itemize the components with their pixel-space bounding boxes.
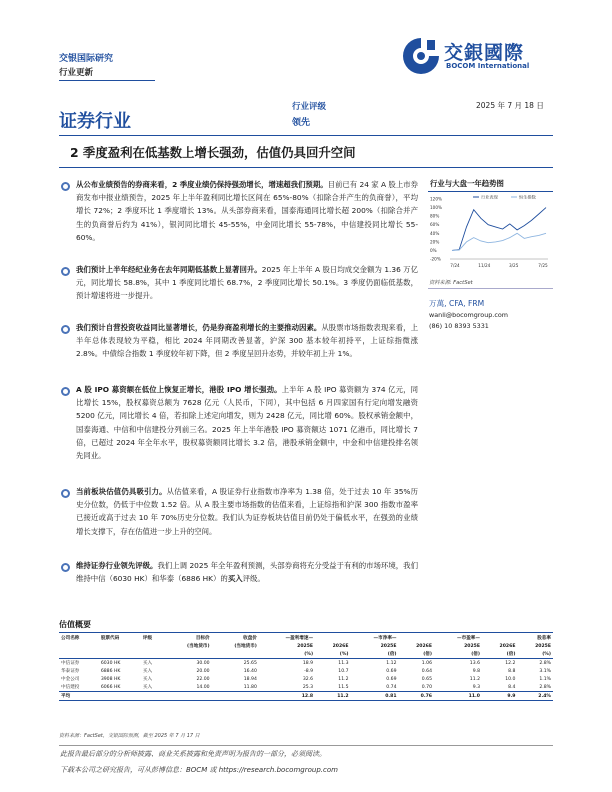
paragraph-ipo: A 股 IPO 募资额在低位上恢复正增长，港股 IPO 增长强劲。上半年 A 股 IPO 募资额为 374 亿元，同比增长 15%，股权募资总额为 7628 亿元（人民币，下同），其中包括 6 月四家国有行定向增发融资 5200 亿元，同比增长 4 倍，若扣除上述定向增发，则为 2428 亿元，同比增 60%。股权承销金额中，国泰海通、中信和中信建投分列前三名。2025 年上半年港股 IPO 募资额达 1071 亿港币，同比增长 7 倍，已超过 2024 年全年水平，股权募资额同比增长 3.2 倍，港股承销金额中，中金和中信建投排名领先同业。 xyxy=(76,385,418,461)
valuation-table xyxy=(59,634,553,701)
table-cell: 0.74 xyxy=(386,684,397,690)
table-cell: 10.0 xyxy=(505,676,516,682)
table-cell: (当地货币) xyxy=(187,644,210,649)
report-date: 2025 年 7 月 18 日 xyxy=(476,101,544,110)
rating-value: 领先 xyxy=(292,118,311,128)
table-cell: 13.6 xyxy=(469,660,480,666)
table-header-row xyxy=(59,634,553,642)
table-cell: 华泰证券 xyxy=(61,669,80,674)
table-cell xyxy=(315,634,350,642)
table-cell: 20.00 xyxy=(196,668,210,674)
series-line-industry xyxy=(452,208,546,251)
table-cell: 9.3 xyxy=(472,684,480,690)
rating-label: 行业评级 xyxy=(292,102,327,112)
x-tick-label: 7/25 xyxy=(538,263,548,268)
table-row xyxy=(59,667,553,675)
table-cell: (倍) xyxy=(387,652,397,657)
table-cell: 30.00 xyxy=(196,660,210,666)
table-cell: (%) xyxy=(304,651,314,657)
footer-rule xyxy=(59,745,553,746)
table-cell: 1.1% xyxy=(539,676,551,682)
table-cell: 股票代码 xyxy=(100,636,120,641)
table-cell: 12.2 xyxy=(505,660,516,666)
table-cell: 0.69 xyxy=(386,668,397,674)
logo-text-en: BOCOM International xyxy=(446,62,530,70)
table-cell: 1.06 xyxy=(421,660,432,666)
table-cell: 2025E xyxy=(380,643,397,649)
title-top-rule xyxy=(59,135,553,136)
org-name: 交银国际研究 xyxy=(59,54,114,64)
y-tick-label: 0% xyxy=(430,247,437,253)
bullet-icon xyxy=(61,563,70,572)
table-cell: 9.9 xyxy=(507,693,516,699)
table-cell: 3.1% xyxy=(539,668,551,674)
table-cell: 0.81 xyxy=(385,693,397,699)
table-cell: 买入 xyxy=(142,685,153,690)
table-cell xyxy=(99,650,141,659)
valuation-source: 资料来源：FactSet，交银国际预测，截至 2025 年 7 月 17 日 xyxy=(59,733,200,739)
table-cell: 6066 HK xyxy=(100,684,121,690)
footer-disclaimer: 此报告最后部分的分析师披露、商业关系披露和免责声明为报告的一部分，必须阅读。 xyxy=(60,750,326,758)
bullet-icon xyxy=(61,489,70,498)
table-cell: 股息率 xyxy=(537,636,551,641)
table-cell: 收盘价 xyxy=(243,636,257,641)
series-line-index xyxy=(452,233,546,250)
table-cell xyxy=(212,650,259,659)
table-cell: 12.8 xyxy=(301,693,314,699)
table-cell: 11.80 xyxy=(243,684,257,690)
table-cell: 3908 HK xyxy=(100,676,121,682)
sector-title: 证券行业 xyxy=(59,111,131,132)
valuation-title: 估值概要 xyxy=(59,620,91,629)
table-cell: 8.4 xyxy=(508,684,516,690)
report-headline: 2 季度盈利在低基数上增长强劲，估值仍具回升空间 xyxy=(70,145,356,160)
table-cell xyxy=(164,650,211,659)
paragraph-brokerage: 我们预计上半年经纪业务在去年同期低基数上显著回升。2025 年上半年 A 股日均成交金额为 1.36 万亿元，同比增长 58.8%，其中 1 季度同比增长 68.7%，2 季度同比增长 50.1%。3 季度仍面临低基数，预计增速将进一步提升。 xyxy=(76,265,418,301)
table-cell: 0.65 xyxy=(421,676,432,682)
table-cell xyxy=(99,692,141,701)
analyst-phone: (86) 10 8393 5331 xyxy=(429,322,489,330)
table-cell: 0.76 xyxy=(420,693,432,699)
table-cell: 0.64 xyxy=(421,668,432,674)
table-cell: (%) xyxy=(542,651,551,657)
table-cell: 2026E xyxy=(416,643,432,649)
table-average-row xyxy=(59,692,553,701)
table-cell: 2.4% xyxy=(538,693,551,699)
x-tick-label: 7/24 xyxy=(450,263,460,268)
trend-chart xyxy=(428,193,553,276)
table-cell: (倍) xyxy=(506,652,516,657)
table-cell: 22.00 xyxy=(196,676,210,682)
table-row xyxy=(59,675,553,683)
table-cell: 11.3 xyxy=(338,660,349,666)
table-cell: (当地货币) xyxy=(234,644,257,649)
table-cell xyxy=(212,692,259,701)
table-cell: 2026E xyxy=(332,643,349,649)
table-cell xyxy=(59,650,99,659)
bullet-icon xyxy=(61,387,70,396)
table-cell: 2025E xyxy=(297,643,314,649)
table-cell: 11.2 xyxy=(338,676,349,682)
y-tick-label: 60% xyxy=(430,222,440,228)
table-cell: 目标价 xyxy=(195,636,210,641)
table-cell: 6886 HK xyxy=(100,668,121,674)
table-cell: 2025E xyxy=(464,643,480,649)
table-row xyxy=(59,659,553,668)
paragraph-rating: 维持证券行业领先评级。我们上调 2025 年全年盈利预测，头部券商将充分受益于有利的市场环境，我们维持中信（6030 HK）和华泰（6886 HK）的买入评级。 xyxy=(76,561,418,584)
table-cell xyxy=(59,642,99,650)
table-cell: 16.40 xyxy=(243,668,257,674)
table-cell xyxy=(399,634,434,642)
y-tick-label: 20% xyxy=(430,239,440,245)
table-cell: 14.00 xyxy=(196,684,210,690)
legend-label: 行业表现 xyxy=(481,194,498,200)
table-cell: 11.0 xyxy=(468,693,480,699)
table-cell: 2026E xyxy=(499,643,516,649)
header-divider xyxy=(59,80,155,81)
table-cell: 6030 HK xyxy=(100,660,121,666)
table-cell: 平均 xyxy=(61,694,71,699)
footer-research-link[interactable]: 下载本公司之研究报告，可从彭博信息：BOCM 或 https://research.bocomgroup.com xyxy=(60,766,338,774)
table-cell: 买入 xyxy=(142,661,153,666)
table-cell: (倍) xyxy=(471,652,480,657)
y-tick-label: 100% xyxy=(430,205,442,211)
y-tick-label: 80% xyxy=(430,213,440,219)
paragraph-valuation: 当前板块估值仍具吸引力。从估值来看，A 股证券行业指数市净率为 1.38 倍，处于过去 10 年 35%历史分位数，仍低于中位数 1.52 倍。从 A 股主要市场指数的估值来看，上证综指和沪深 300 指数市盈率已接近或高于过去 10 年 70%历史分位数。我们认为证券板块估值目前仍处于偏低水平，在强劲的业绩增长支撑下，存在估值进一步上升的空间。 xyxy=(76,487,418,536)
table-cell: 25.65 xyxy=(243,660,257,666)
analyst-email[interactable]: wanli@bocomgroup.com xyxy=(429,311,508,319)
logo-text-cn: 交銀國際 xyxy=(444,42,525,64)
table-cell: (倍) xyxy=(423,652,432,657)
table-cell xyxy=(482,634,517,642)
table-cell xyxy=(141,650,164,659)
table-cell xyxy=(164,692,211,701)
table-cell: 2.8% xyxy=(539,684,551,690)
table-cell: 8.8 xyxy=(508,668,516,674)
bullet-icon xyxy=(61,325,70,334)
table-cell: 中信证券 xyxy=(61,661,80,666)
y-tick-label: 40% xyxy=(430,230,440,236)
table-cell: 买入 xyxy=(142,677,153,682)
chart-source: 资料来源: FactSet xyxy=(429,280,473,286)
sidebar-divider xyxy=(428,288,553,289)
table-cell: 1.12 xyxy=(386,660,397,666)
bullet-icon xyxy=(61,267,70,276)
table-cell: 公司名称 xyxy=(61,636,80,641)
table-cell: 0.69 xyxy=(386,676,397,682)
table-cell xyxy=(141,642,164,650)
table-cell: 中信建投 xyxy=(61,685,80,690)
table-cell: 25.3 xyxy=(302,684,314,690)
table-cell: 10.7 xyxy=(338,668,349,674)
table-cell: 11.5 xyxy=(338,684,349,690)
table-cell xyxy=(99,642,141,650)
y-tick-label: -20% xyxy=(430,256,441,262)
table-cell: -8.9 xyxy=(304,668,314,674)
chart-title-rule xyxy=(428,191,553,192)
table-cell: —市净率— xyxy=(373,636,397,641)
table-row xyxy=(59,683,553,692)
analyst-name[interactable]: 万萬, CFA, FRM xyxy=(429,299,485,308)
table-cell: 评级 xyxy=(142,636,153,641)
table-cell: 中金公司 xyxy=(61,677,80,682)
table-cell: 11.2 xyxy=(337,693,349,699)
table-cell: 32.6 xyxy=(302,676,314,682)
paragraph-proprietary: 我们预计自营投资收益同比显著增长，仍是券商盈利增长的主要推动因素。从股票市场指数表现来看，上半年总体表现较为平稳，相比 2024 年同期改善显著，沪深 300 基本较年初持平，上证综指微涨 2.8%。中债综合指数 1 季度较年初下降，但 2 季度呈回升态势，并较年初上升 1%。 xyxy=(76,323,418,359)
legend-label: 恒生指数 xyxy=(519,194,536,200)
table-cell: 2.8% xyxy=(539,660,551,666)
table-cell: 9.8 xyxy=(472,668,480,674)
y-tick-label: 120% xyxy=(430,196,442,202)
table-cell: 18.9 xyxy=(302,660,314,666)
table-cell: —市盈率— xyxy=(457,636,480,641)
table-cell: 0.70 xyxy=(421,684,432,690)
table-cell: 11.2 xyxy=(469,676,480,682)
table-cell: —盈利增速— xyxy=(285,636,314,641)
report-type: 行业更新 xyxy=(59,68,94,78)
table-cell: 买入 xyxy=(142,669,153,674)
table-cell: 18.94 xyxy=(243,676,257,682)
x-tick-label: 11/24 xyxy=(478,263,491,268)
bullet-icon xyxy=(61,182,70,191)
paragraph-earnings: 从公布业绩预告的券商来看，2 季度业绩仍保持强劲增长，增速超我们预期。目前已有 24 家 A 股上市券商发布中报业绩预告，2025 年上半年盈利同比增长区间在 65%-80%（扣除合并产生的负商誉），平均增长 72%；2 季度环比 1 季度增长 13%。从头部券商来看，国泰海通同比增长超 200%（扣除合并产生的负商誉后约为 41%），银河同比增长 45-55%，中金同比增长 55-78%，中信建投同比增长 55-60%。 xyxy=(76,180,418,242)
table-cell: (%) xyxy=(339,651,349,657)
table-header-row xyxy=(59,642,553,650)
title-bottom-rule xyxy=(59,167,553,168)
x-tick-label: 3/25 xyxy=(508,263,519,268)
table-cell: 2025E xyxy=(535,643,551,649)
bocom-logo-icon xyxy=(401,36,441,76)
valuation-top-rule xyxy=(59,632,553,633)
table-header-row xyxy=(59,650,553,659)
table-cell xyxy=(141,692,164,701)
chart-title: 行业与大盘一年趋势图 xyxy=(430,179,504,188)
